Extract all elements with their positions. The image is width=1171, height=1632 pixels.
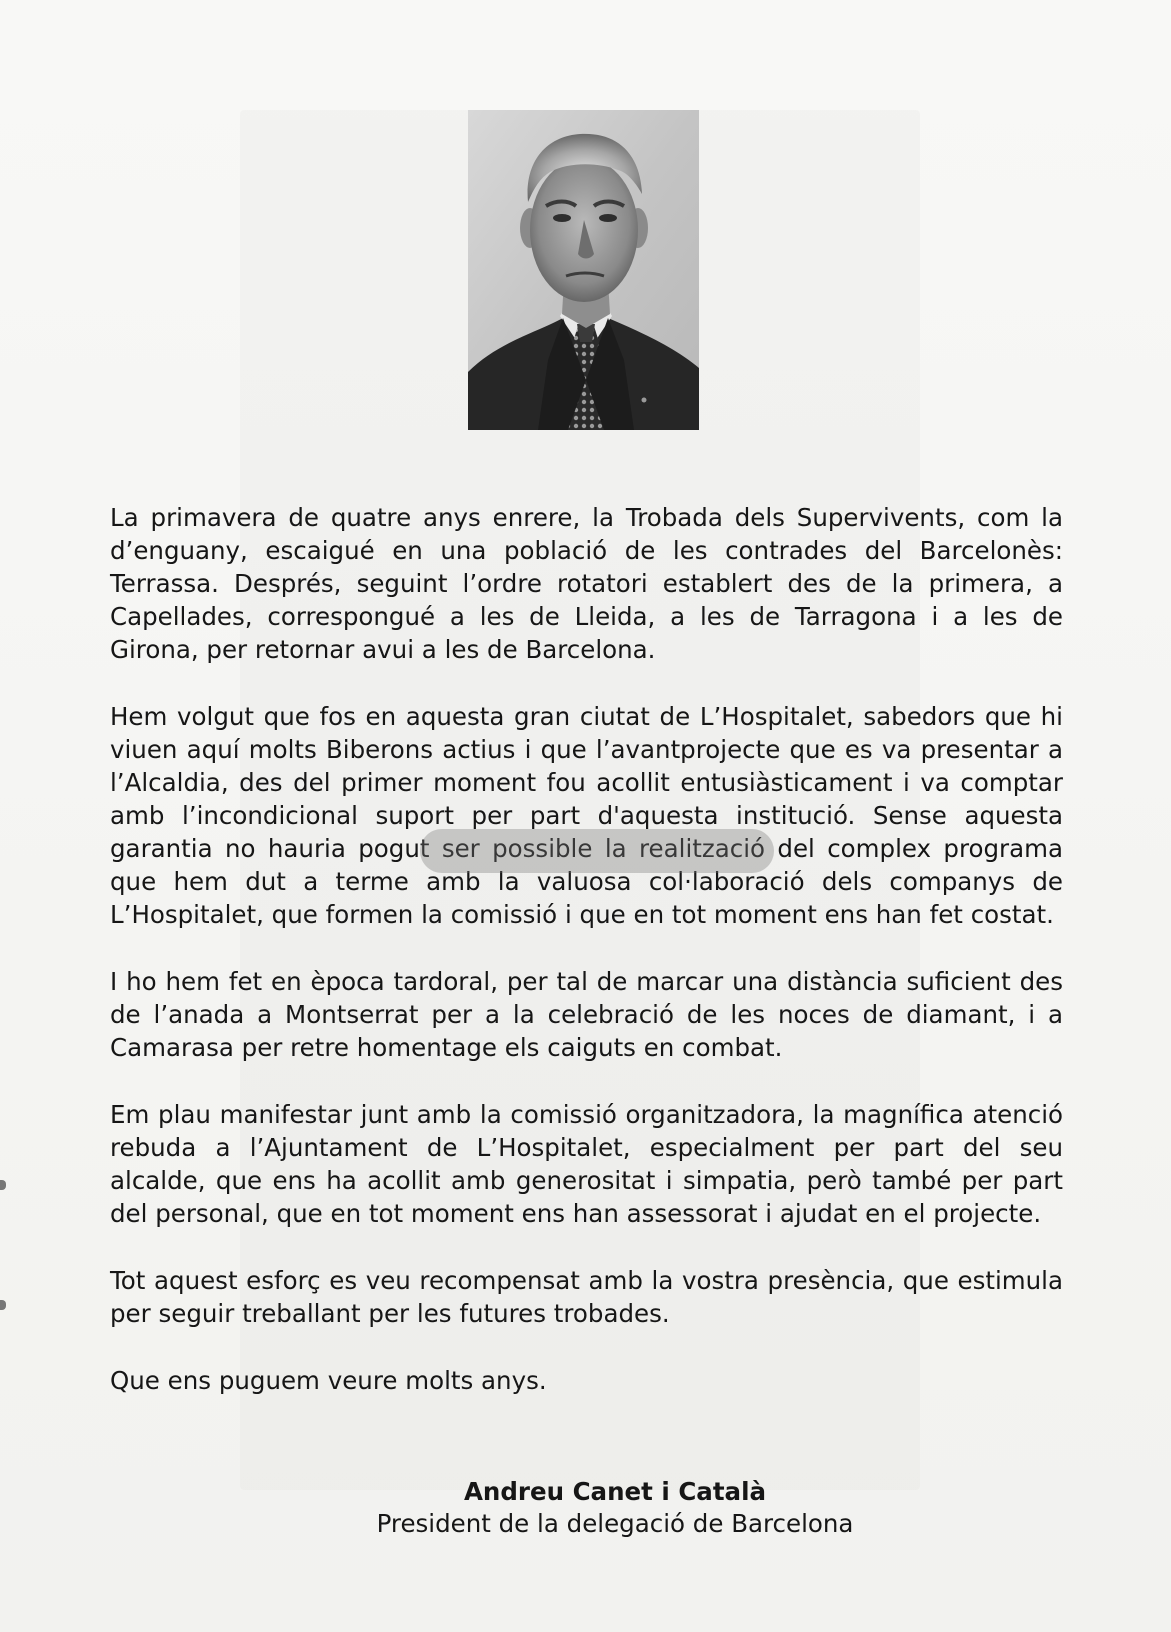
paragraph: I ho hem fet en època tardoral, per tal de marcar una distància suficient des de l’anada a Montserrat per a la celebració de les noces de diamant, i a Camarasa per retre homentage els caiguts en combat. — [110, 967, 1063, 1062]
signature-title: President de la delegació de Barcelona — [376, 1509, 854, 1538]
signature-block — [300, 1476, 930, 1540]
paragraph: La primavera de quatre anys enrere, la Trobada dels Supervivents, com la d’enguany, escaigué en una població de les contrades del Barcelonès: Terrassa. Després, seguint l’ordre rotatori establert des de la primera, a Capellades, correspongué a les de Lleida, a les de Tarragona i a les de Girona, per retornar avui a les de Barcelona. — [110, 503, 1063, 664]
binding-hole-mark — [0, 1300, 6, 1310]
signature-name: Andreu Canet i Català — [463, 1477, 767, 1506]
paragraph: Hem volgut que fos en aquesta gran ciutat de L’Hospitalet, sabedors que hi viuen aquí molts Biberons actius i que l’avantprojecte que es va presentar a l’Alcaldia, des del primer moment fou acollit entusiàsticament i va comptar amb l’incondicional suport per part d'aquesta institució. Sense aquesta garantia no hauria pogut ser possible la realització del complex programa que hem dut a terme amb la valuosa col·laboració dels companys de L’Hospitalet, que formen la comissió i que en tot moment ens han fet costat. — [110, 702, 1063, 929]
portrait-photo — [468, 110, 699, 430]
binding-hole-mark — [0, 1180, 6, 1190]
paragraph: Tot aquest esforç es veu recompensat amb la vostra presència, que estimula per seguir treballant per les futures trobades. — [110, 1266, 1063, 1328]
paragraph: Que ens puguem veure molts anys. — [110, 1366, 547, 1395]
letter-body — [110, 501, 1063, 1397]
paragraph: Em plau manifestar junt amb la comissió organitzadora, la magnífica atenció rebuda a l’Ajuntament de L’Hospitalet, especialment per part del seu alcalde, que ens ha acollit amb generositat i simpatia, però també per part del personal, que en tot moment ens han assessorat i ajudat en el projecte. — [110, 1100, 1063, 1228]
watermark-overlay — [420, 829, 774, 873]
